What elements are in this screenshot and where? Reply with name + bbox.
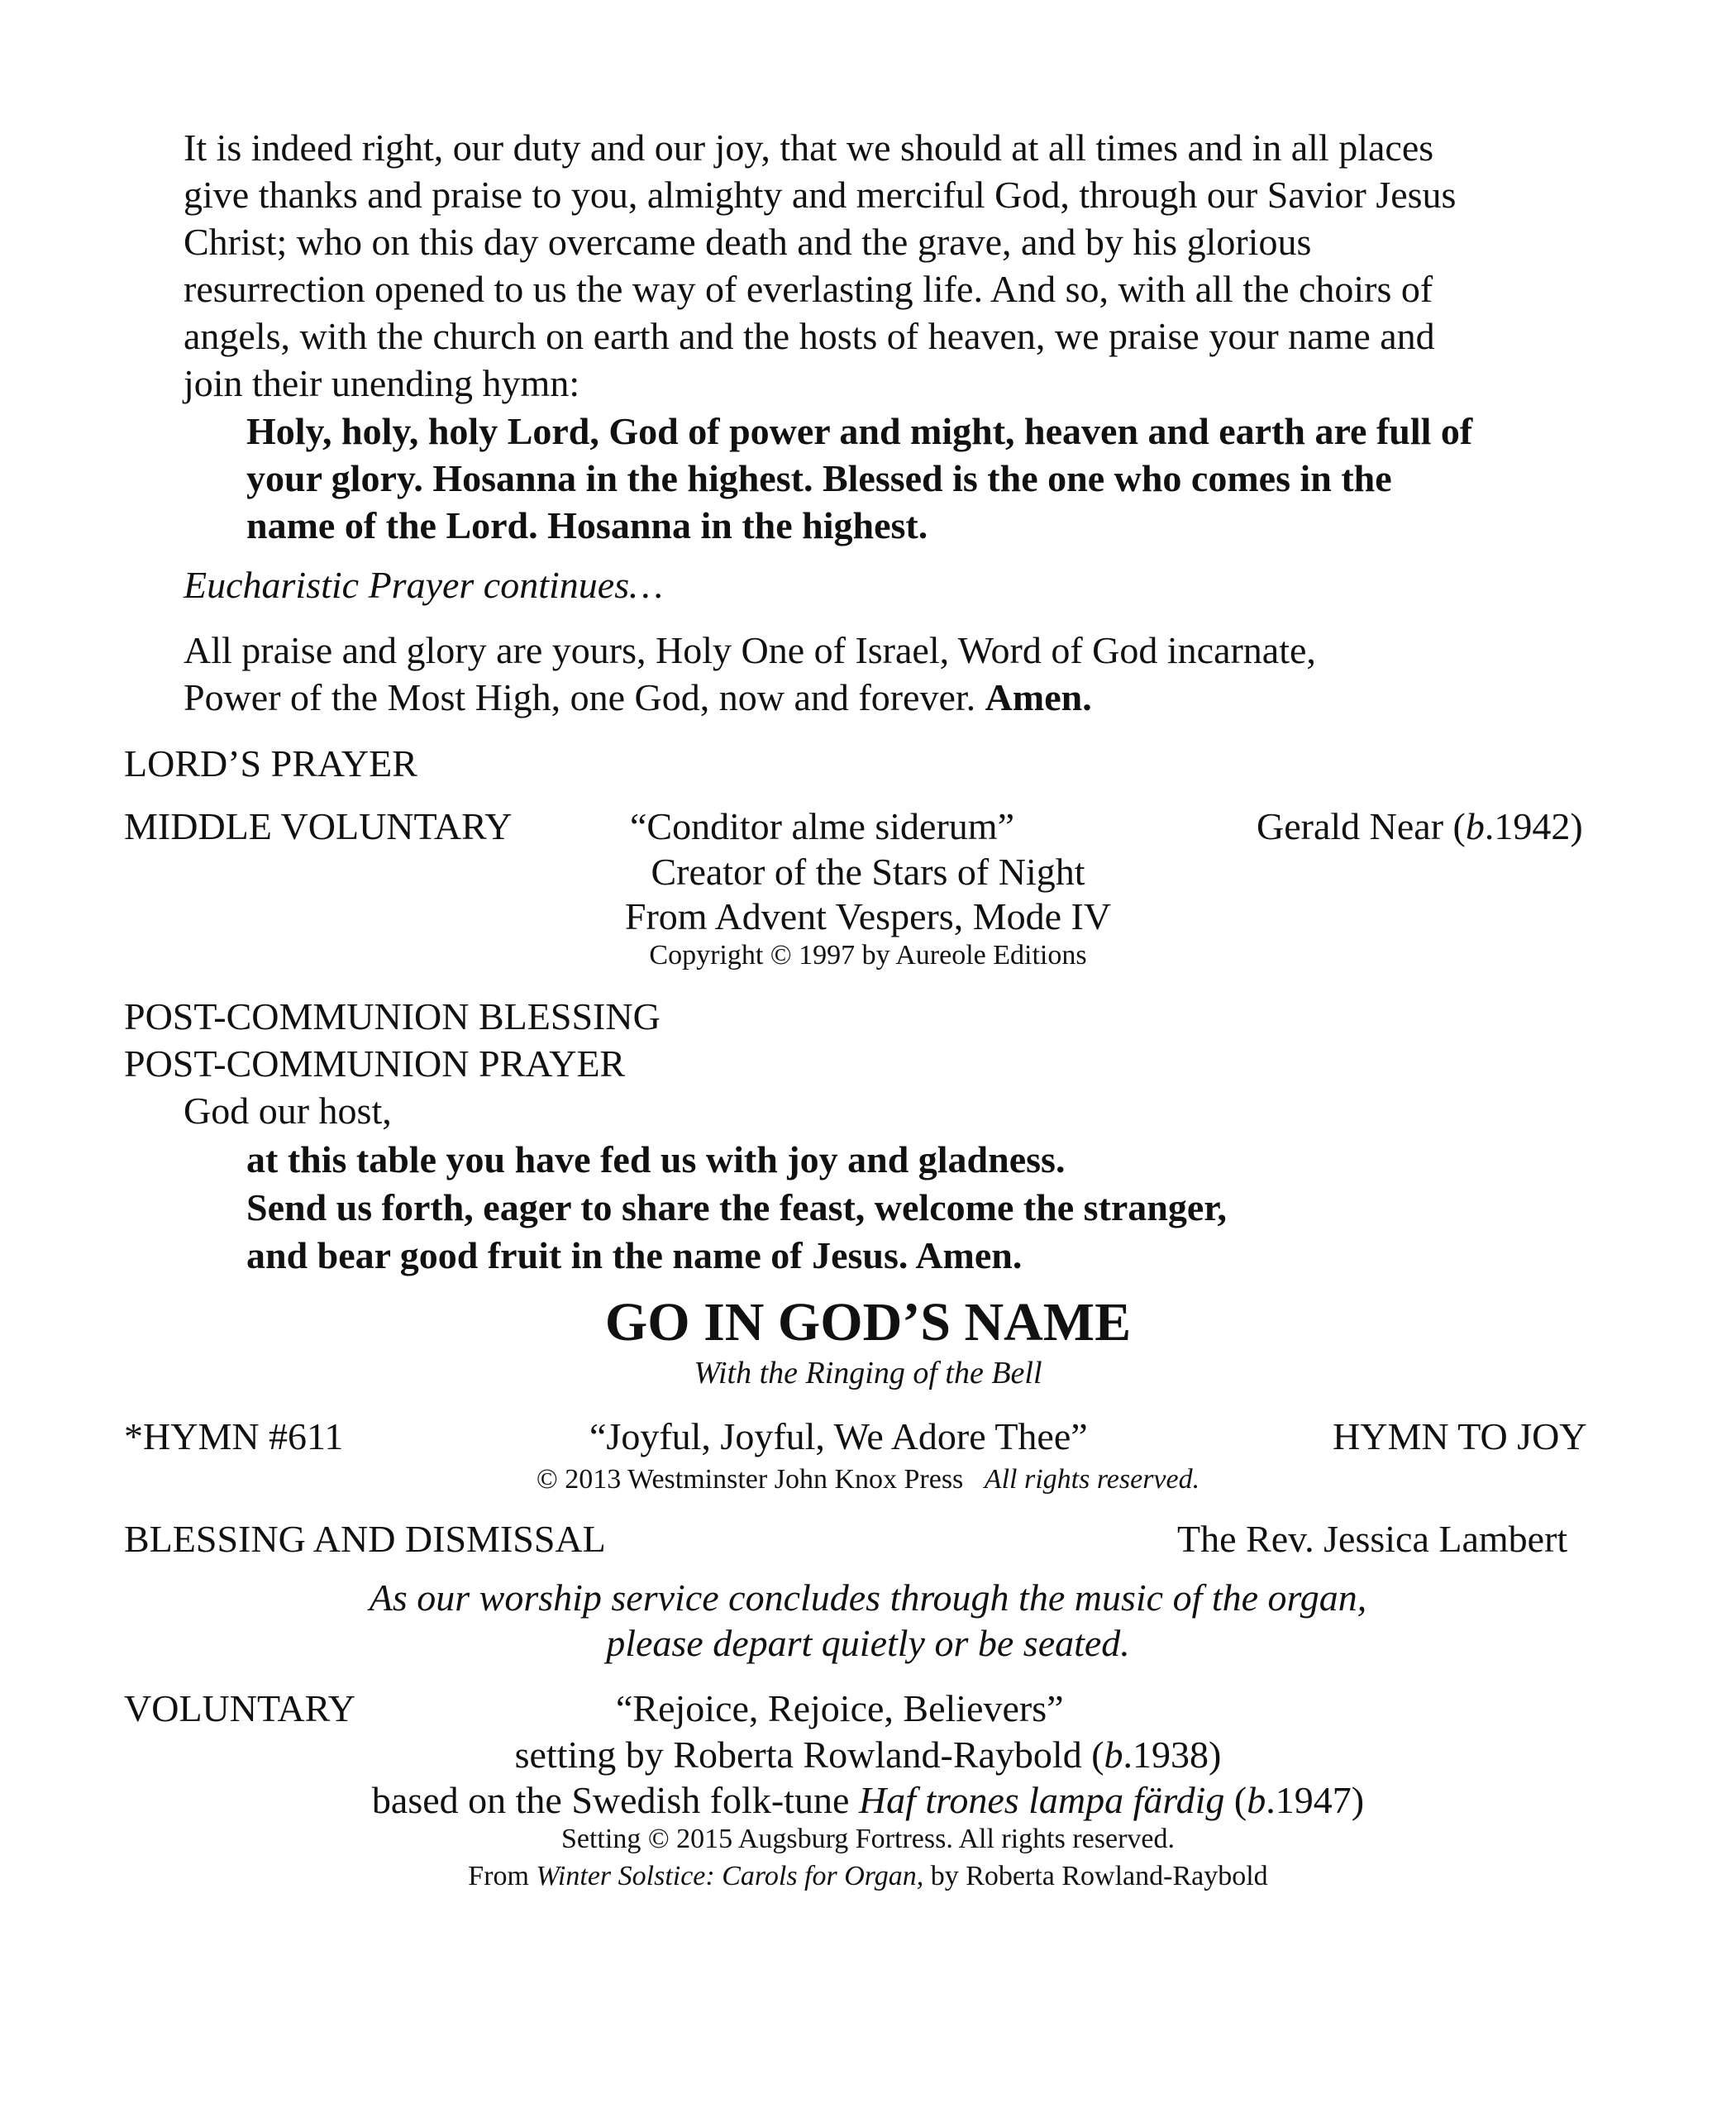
sanctus-line: name of the Lord. Hosanna in the highest. bbox=[246, 504, 928, 546]
minister-name: The Rev. Jessica Lambert bbox=[1177, 1518, 1568, 1560]
post-communion-intro: God our host, bbox=[184, 1090, 392, 1132]
doxology-line: All praise and glory are yours, Holy One of Israel, Word of God incarnate, bbox=[184, 629, 1316, 671]
voluntary-label: VOLUNTARY bbox=[124, 1687, 355, 1729]
post-communion-prayer-heading: POST-COMMUNION PRAYER bbox=[124, 1042, 626, 1085]
doxology-text: Power of the Most High, one God, now and forever. bbox=[184, 676, 976, 718]
departure-note-line: please depart quietly or be seated. bbox=[606, 1622, 1130, 1664]
post-communion-response-line: at this table you have fed us with joy and gladness. bbox=[246, 1138, 1066, 1180]
preface-line: resurrection opened to us the way of everlasting life. And so, with all the choirs of bbox=[184, 268, 1433, 310]
middle-voluntary-label: MIDDLE VOLUNTARY bbox=[124, 805, 513, 847]
sanctus-line: your glory. Hosanna in the highest. Blessed is the one who comes in the bbox=[246, 457, 1392, 499]
blessing-dismissal-label: BLESSING AND DISMISSAL bbox=[124, 1518, 606, 1560]
hymn-tune: HYMN TO JOY bbox=[1333, 1415, 1587, 1457]
hymn-title: “Joyful, Joyful, We Adore Thee” bbox=[589, 1415, 1088, 1457]
post-communion-blessing-heading: POST-COMMUNION BLESSING bbox=[124, 995, 661, 1037]
middle-voluntary-subtitle: Creator of the Stars of Night bbox=[651, 851, 1085, 893]
voluntary-setting: setting by Roberta Rowland-Raybold (b.1938) bbox=[514, 1734, 1222, 1776]
middle-voluntary-copyright: Copyright © 1997 by Aureole Editions bbox=[649, 940, 1087, 971]
preface-line: join their unending hymn: bbox=[184, 362, 580, 404]
preface-line: angels, with the church on earth and the hosts of heaven, we praise your name and bbox=[184, 315, 1435, 357]
section-title: GO IN GOD’S NAME bbox=[604, 1292, 1132, 1352]
voluntary-title: “Rejoice, Rejoice, Believers” bbox=[616, 1687, 1064, 1729]
sanctus-line: Holy, holy, holy Lord, God of power and might, heaven and earth are full of bbox=[246, 410, 1473, 452]
voluntary-based-on: based on the Swedish folk-tune Haf trones lampa färdig (b.1947) bbox=[371, 1779, 1365, 1821]
hymn-copyright: © 2013 Westminster John Knox Press All rights reserved. bbox=[536, 1464, 1200, 1495]
hymn-label: *HYMN #611 bbox=[124, 1415, 344, 1457]
post-communion-response-line: and bear good fruit in the name of Jesus. Amen. bbox=[246, 1234, 1023, 1276]
preface-line: Christ; who on this day overcame death and the grave, and by his glorious bbox=[184, 221, 1312, 263]
voluntary-copyright: Setting © 2015 Augsburg Fortress. All rights reserved. bbox=[560, 1824, 1175, 1854]
amen-response: Amen. bbox=[985, 676, 1092, 718]
departure-note-line: As our worship service concludes through the music of the organ, bbox=[369, 1576, 1367, 1619]
preface-line: give thanks and praise to you, almighty and merciful God, through our Savior Jesus bbox=[184, 174, 1457, 216]
middle-voluntary-title: “Conditor alme siderum” bbox=[630, 805, 1014, 847]
middle-voluntary-composer: Gerald Near (b.1942) bbox=[1257, 805, 1583, 847]
section-subtitle: With the Ringing of the Bell bbox=[694, 1356, 1042, 1390]
post-communion-response-line: Send us forth, eager to share the feast, welcome the stranger, bbox=[246, 1186, 1228, 1228]
doxology-line bbox=[184, 674, 1092, 722]
voluntary-source: From Winter Solstice: Carols for Organ, by Roberta Rowland-Raybold bbox=[468, 1861, 1268, 1891]
middle-voluntary-source: From Advent Vespers, Mode IV bbox=[624, 895, 1112, 937]
preface-line: It is indeed right, our duty and our joy, that we should at all times and in all places bbox=[184, 126, 1434, 169]
eucharistic-prayer-note: Eucharistic Prayer continues… bbox=[184, 564, 664, 606]
lords-prayer-heading: LORD’S PRAYER bbox=[124, 742, 417, 785]
